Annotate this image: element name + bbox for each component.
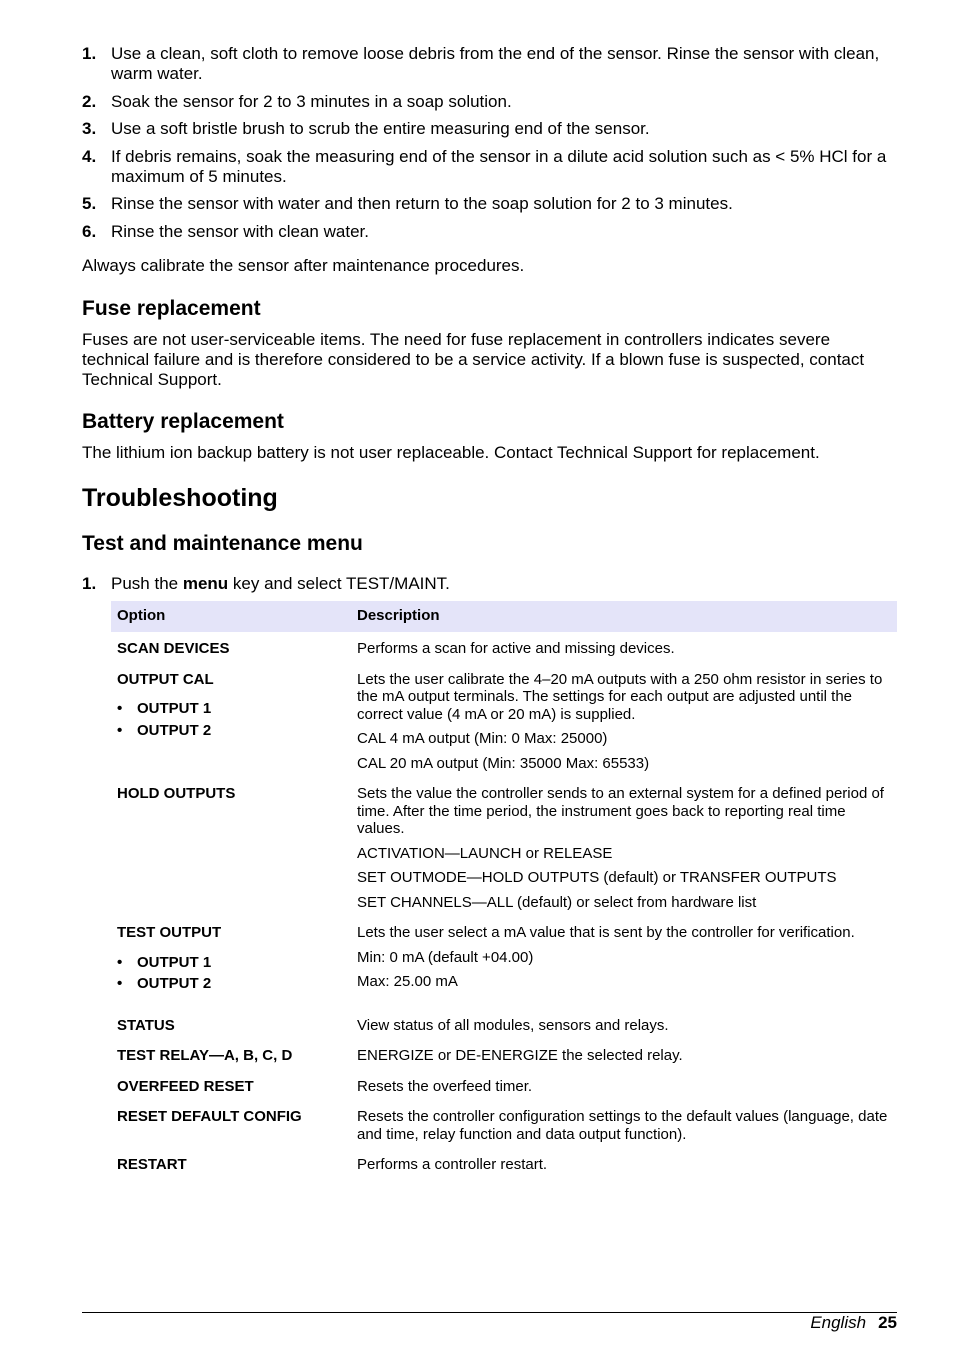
description-line: Resets the overfeed timer. [357,1077,533,1095]
fuse-heading: Fuse replacement [82,296,261,320]
step-number: 4. [82,146,97,166]
table-row [111,1150,897,1181]
option-cell: RESTART [117,1156,187,1173]
calibrate-note: Always calibrate the sensor after maintenance procedures. [82,255,525,275]
list-item [82,92,897,112]
sub-option-item: • OUTPUT 1 [117,954,345,972]
sub-option-item: • OUTPUT 1 [117,700,345,718]
option-label: OUTPUT CAL [117,670,214,688]
description-cell [351,1011,897,1042]
table-row [111,779,897,918]
test-menu-steps [82,574,897,594]
step-number: 1. [82,573,97,593]
step-number: 3. [82,119,97,138]
sub-option-list [117,954,345,993]
step-text: If debris remains, soak the measuring end of the sensor in a dilute acid solution such as < 5% HCl for a maximum of 5 minutes. [111,146,887,186]
description-line: Performs a controller restart. [357,1156,548,1173]
step-number: 6. [82,221,97,241]
option-cell: OVERFEED RESET [117,1077,254,1095]
table-row [111,665,897,780]
table-row [111,1041,897,1072]
sub-option-item: • OUTPUT 2 [117,722,345,740]
option-cell: RESET DEFAULT CONFIG [117,1108,302,1125]
step-text: Use a soft bristle brush to scrub the entire measuring end of the sensor. [111,119,650,138]
step-text: key and select TEST/MAINT. [228,573,450,593]
option-cell: HOLD OUTPUTS [117,785,236,802]
table-header-row [111,601,897,632]
page-number: 25 [878,1313,897,1332]
sub-option-item: • OUTPUT 2 [117,975,345,993]
list-item [82,222,897,242]
table-row [111,918,897,1011]
description-line: View status of all modules, sensors and relays. [357,1016,669,1034]
step-text: Use a clean, soft cloth to remove loose debris from the end of the sensor. Rinse the sensor with clean, warm water. [111,44,880,83]
table-row [111,1072,897,1103]
battery-paragraph: The lithium ion backup battery is not user replaceable. Contact Technical Support for replacement. [82,442,820,462]
description-column-header: Description [351,601,897,632]
option-label: TEST OUTPUT [117,924,222,941]
battery-heading: Battery replacement [82,409,284,433]
step-number: 5. [82,194,97,213]
description-line: Performs a scan for active and missing devices. [357,640,675,657]
description-line: SET OUTMODE—HOLD OUTPUTS (default) or TRANSFER OUTPUTS [357,869,837,886]
manual-page [82,44,897,1181]
description-line: Min: 0 mA (default +04.00) [357,948,534,966]
option-cell: STATUS [117,1016,175,1034]
description-cell [351,779,897,918]
menu-key-label: menu [182,573,229,593]
table-row [111,632,897,665]
description-cell [351,1072,897,1103]
description-line: SET CHANNELS—ALL (default) or select from hardware list [357,893,757,911]
list-item [82,574,897,594]
troubleshooting-title: Troubleshooting [82,483,278,512]
page-footer [810,1313,897,1333]
description-line: Lets the user calibrate the 4–20 mA outputs with a 250 ohm resistor in series to the mA output terminals. The settings for each output are adjusted until the correct value (4 mA or 20 mA) is supplied. [357,670,883,723]
description-line: ENERGIZE or DE-ENERGIZE the selected relay. [357,1047,683,1064]
step-text: Rinse the sensor with clean water. [111,221,369,241]
list-item [82,147,897,187]
list-item [82,119,897,139]
step-text: Rinse the sensor with water and then return to the soap solution for 2 to 3 minutes. [111,194,733,213]
description-line: Max: 25.00 mA [357,973,458,990]
table-row [111,1011,897,1042]
description-line: CAL 4 mA output (Min: 0 Max: 25000) [357,730,608,747]
list-item [82,44,897,84]
description-cell [351,1102,897,1150]
sub-option-list [117,700,345,739]
description-cell [351,632,897,665]
option-cell [111,918,351,1011]
footer-language: English [810,1313,867,1332]
step-text: Push the [111,573,183,593]
description-cell [351,918,897,1011]
description-line: ACTIVATION—LAUNCH or RELEASE [357,844,613,862]
description-line: CAL 20 mA output (Min: 35000 Max: 65533) [357,754,650,772]
option-cell: SCAN DEVICES [117,640,230,657]
step-text: Soak the sensor for 2 to 3 minutes in a soap solution. [111,91,512,111]
cleaning-steps-list [82,44,897,242]
test-menu-table [111,601,897,1181]
description-cell [351,1041,897,1072]
list-item [82,194,897,214]
test-menu-heading: Test and maintenance menu [82,531,363,555]
fuse-paragraph: Fuses are not user-serviceable items. The need for fuse replacement in controllers indicates severe technical failure and is therefore considered to be a service activity. If a blown fuse is suspected, contact Technical Support. [82,329,865,389]
option-column-header: Option [111,601,351,632]
table-row [111,1102,897,1150]
step-number: 1. [82,44,97,63]
option-cell: TEST RELAY—A, B, C, D [117,1047,293,1064]
description-cell [351,1150,897,1181]
step-number: 2. [82,91,97,111]
description-line: Sets the value the controller sends to an external system for a defined period of time. After the time period, the instrument goes back to reporting real time values. [357,785,884,837]
description-cell [351,665,897,780]
description-line: Lets the user select a mA value that is sent by the controller for verification. [357,924,855,941]
option-cell [111,665,351,780]
description-line: Resets the controller configuration settings to the default values (language, date and time, relay function and data output function). [357,1108,888,1143]
footer-divider [82,1312,897,1313]
